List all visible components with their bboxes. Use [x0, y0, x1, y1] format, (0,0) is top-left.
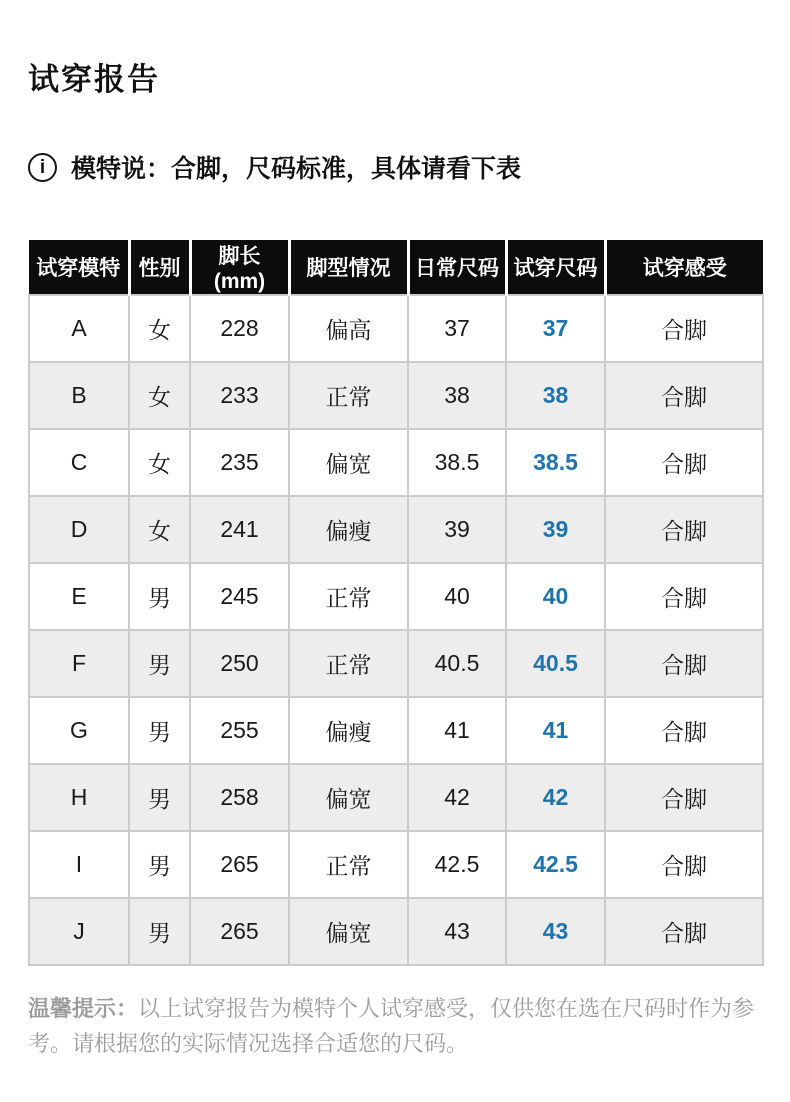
cell-model: E — [29, 563, 129, 630]
cell-fit-feeling: 合脚 — [605, 697, 763, 764]
cell-gender: 男 — [129, 563, 190, 630]
cell-model: D — [29, 496, 129, 563]
cell-model: I — [29, 831, 129, 898]
cell-foot-type: 正常 — [289, 362, 408, 429]
cell-fit-feeling: 合脚 — [605, 295, 763, 362]
table-row — [29, 295, 763, 362]
cell-tried-size: 40 — [506, 563, 605, 630]
page-title: 试穿报告 — [28, 62, 160, 97]
footer-note — [28, 991, 762, 1061]
table-row — [29, 697, 763, 764]
cell-foot-length: 241 — [190, 496, 289, 563]
cell-daily-size: 39 — [408, 496, 506, 563]
cell-foot-type: 正常 — [289, 563, 408, 630]
column-header: 日常尺码 — [408, 240, 506, 295]
cell-foot-type: 偏宽 — [289, 898, 408, 965]
cell-daily-size: 41 — [408, 697, 506, 764]
cell-gender: 女 — [129, 429, 190, 496]
cell-tried-size: 42 — [506, 764, 605, 831]
cell-gender: 男 — [129, 831, 190, 898]
cell-daily-size: 40.5 — [408, 630, 506, 697]
cell-model: J — [29, 898, 129, 965]
cell-daily-size: 43 — [408, 898, 506, 965]
cell-gender: 女 — [129, 295, 190, 362]
cell-daily-size: 37 — [408, 295, 506, 362]
footer-note-text: 以上试穿报告为模特个人试穿感受，仅供您在选在尺码时作为参考。请根据您的实际情况选择合适您的尺码。 — [28, 996, 755, 1056]
cell-foot-type: 偏瘦 — [289, 496, 408, 563]
cell-gender: 女 — [129, 496, 190, 563]
table-row — [29, 898, 763, 965]
table-header-row — [29, 240, 763, 295]
fit-report-table — [28, 240, 764, 966]
column-header: 试穿尺码 — [506, 240, 605, 295]
cell-tried-size: 42.5 — [506, 831, 605, 898]
column-header: 脚长(mm) — [190, 240, 289, 295]
cell-fit-feeling: 合脚 — [605, 898, 763, 965]
cell-tried-size: 38 — [506, 362, 605, 429]
cell-tried-size: 40.5 — [506, 630, 605, 697]
cell-daily-size: 40 — [408, 563, 506, 630]
column-header: 性别 — [129, 240, 190, 295]
cell-fit-feeling: 合脚 — [605, 496, 763, 563]
cell-model: H — [29, 764, 129, 831]
cell-fit-feeling: 合脚 — [605, 563, 763, 630]
cell-foot-type: 偏宽 — [289, 764, 408, 831]
cell-foot-type: 偏高 — [289, 295, 408, 362]
cell-daily-size: 38 — [408, 362, 506, 429]
table-row — [29, 831, 763, 898]
cell-model: C — [29, 429, 129, 496]
info-icon: i — [28, 153, 57, 182]
cell-gender: 男 — [129, 764, 190, 831]
cell-foot-type: 偏瘦 — [289, 697, 408, 764]
cell-tried-size: 43 — [506, 898, 605, 965]
cell-foot-type: 正常 — [289, 630, 408, 697]
cell-daily-size: 38.5 — [408, 429, 506, 496]
cell-gender: 男 — [129, 697, 190, 764]
cell-model: B — [29, 362, 129, 429]
column-header: 试穿模特 — [29, 240, 129, 295]
cell-model: A — [29, 295, 129, 362]
cell-foot-length: 265 — [190, 831, 289, 898]
cell-gender: 男 — [129, 630, 190, 697]
cell-gender: 男 — [129, 898, 190, 965]
cell-gender: 女 — [129, 362, 190, 429]
cell-foot-length: 235 — [190, 429, 289, 496]
cell-daily-size: 42.5 — [408, 831, 506, 898]
cell-tried-size: 38.5 — [506, 429, 605, 496]
column-header: 脚型情况 — [289, 240, 408, 295]
cell-foot-length: 228 — [190, 295, 289, 362]
column-header: 试穿感受 — [605, 240, 763, 295]
cell-foot-length: 255 — [190, 697, 289, 764]
footer-note-label: 温馨提示： — [28, 996, 139, 1021]
table-row — [29, 630, 763, 697]
cell-tried-size: 41 — [506, 697, 605, 764]
cell-foot-length: 245 — [190, 563, 289, 630]
cell-model: G — [29, 697, 129, 764]
cell-tried-size: 37 — [506, 295, 605, 362]
model-note — [28, 149, 762, 185]
table-row — [29, 496, 763, 563]
cell-fit-feeling: 合脚 — [605, 831, 763, 898]
table-row — [29, 362, 763, 429]
table-row — [29, 764, 763, 831]
cell-fit-feeling: 合脚 — [605, 630, 763, 697]
cell-foot-length: 250 — [190, 630, 289, 697]
cell-fit-feeling: 合脚 — [605, 429, 763, 496]
cell-daily-size: 42 — [408, 764, 506, 831]
cell-model: F — [29, 630, 129, 697]
cell-foot-type: 正常 — [289, 831, 408, 898]
cell-fit-feeling: 合脚 — [605, 362, 763, 429]
cell-foot-length: 258 — [190, 764, 289, 831]
cell-tried-size: 39 — [506, 496, 605, 563]
cell-foot-type: 偏宽 — [289, 429, 408, 496]
cell-fit-feeling: 合脚 — [605, 764, 763, 831]
cell-foot-length: 233 — [190, 362, 289, 429]
cell-foot-length: 265 — [190, 898, 289, 965]
table-row — [29, 429, 763, 496]
table-row — [29, 563, 763, 630]
model-note-text: 模特说：合脚，尺码标准，具体请看下表 — [71, 155, 522, 183]
